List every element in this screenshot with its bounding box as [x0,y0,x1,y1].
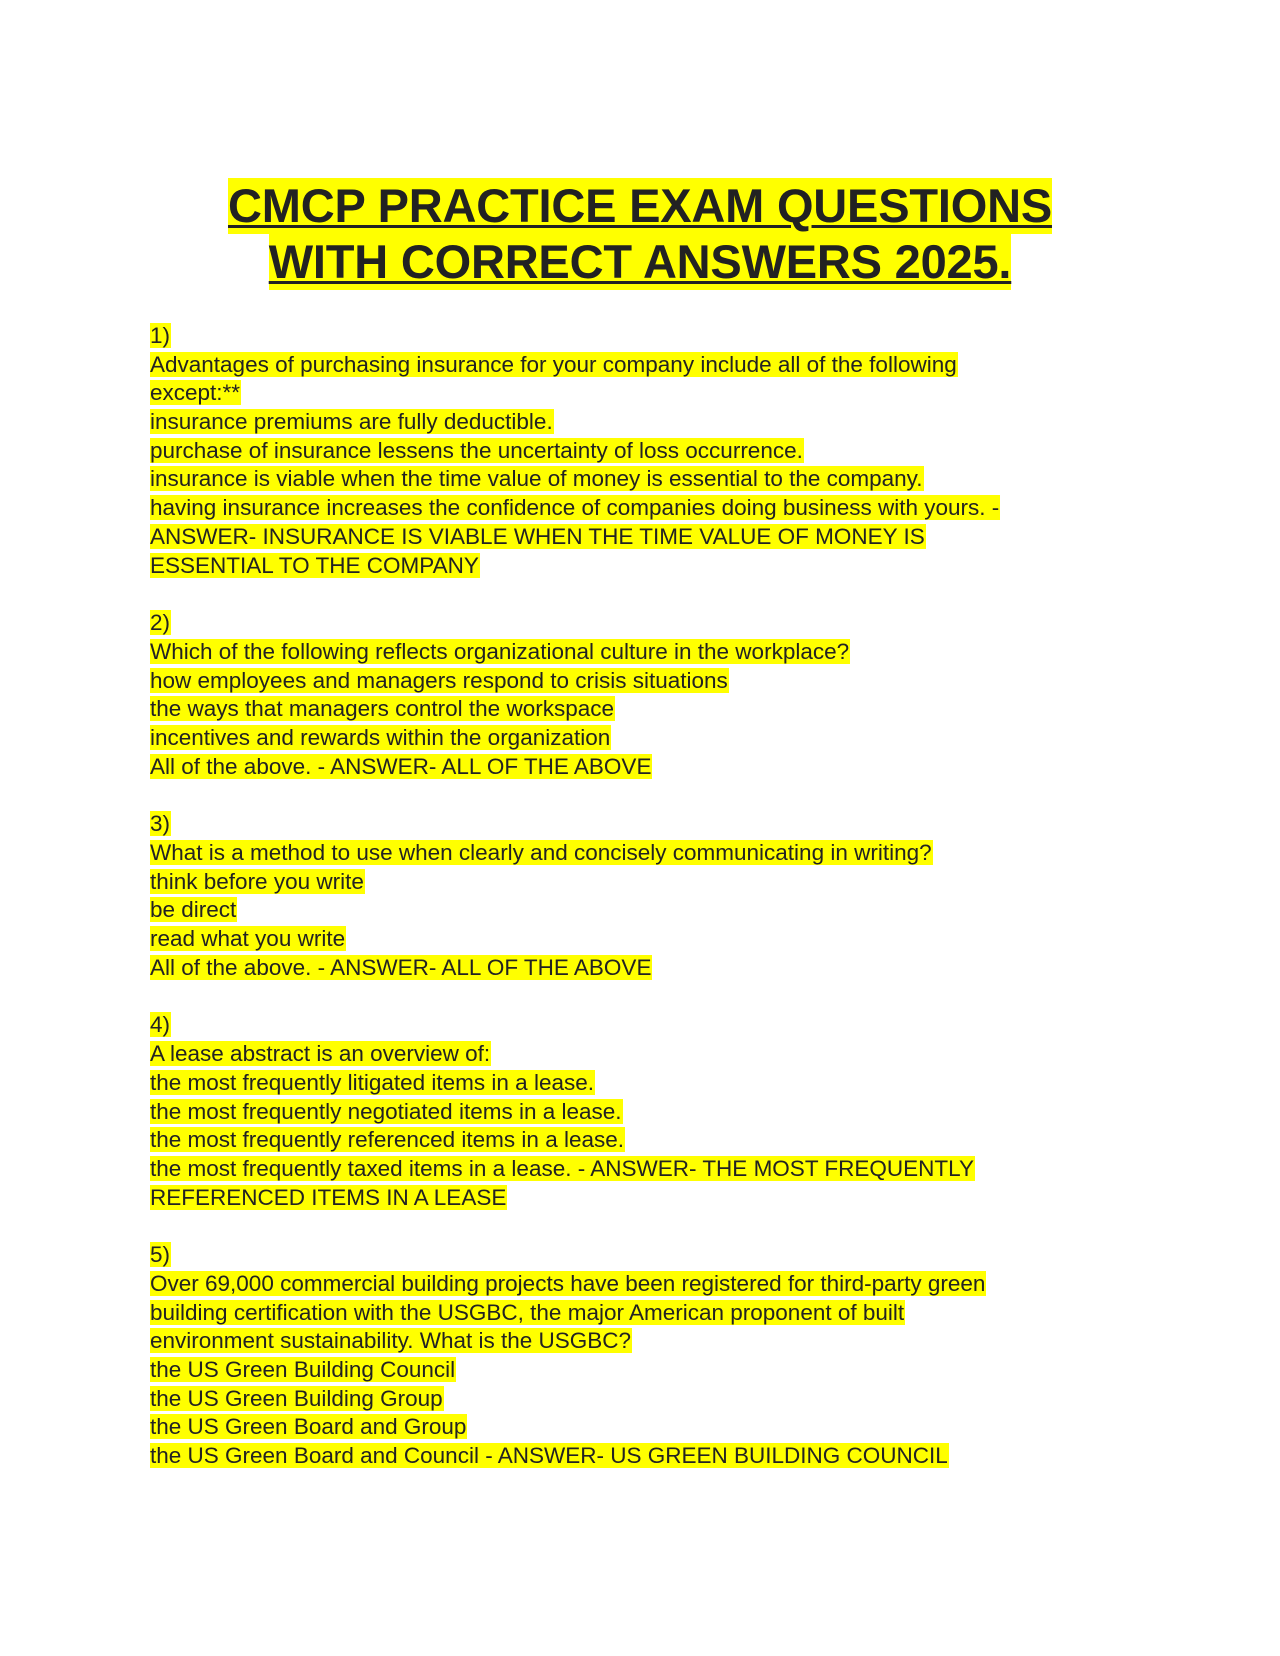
answer-option: purchase of insurance lessens the uncertainty of loss occurrence. [150,437,803,463]
answer-option: think before you write [150,868,364,894]
answer-option: incentives and rewards within the organization [150,724,611,750]
question-text: except:** [150,380,241,406]
question-number: 3) [150,811,171,837]
correct-answer: the US Green Board and Council - ANSWER- US GREEN BUILDING COUNCIL [150,1443,948,1469]
question-text: Over 69,000 commercial building projects have been registered for third-party green [150,1270,986,1296]
question-2 [150,609,1150,781]
answer-option: insurance is viable when the time value of money is essential to the company. [150,466,923,492]
answer-option: the most frequently referenced items in a lease. [150,1127,624,1153]
question-number: 1) [150,323,171,348]
question-text: environment sustainability. What is the USGBC? [150,1328,632,1354]
title-line-2: WITH CORRECT ANSWERS 2025. [268,235,1012,288]
answer-option: the US Green Building Group [150,1385,443,1411]
answer-option: the most frequently taxed items in a lease. - ANSWER- THE MOST FREQUENTLY [150,1155,975,1181]
question-text: A lease abstract is an overview of: [150,1041,491,1067]
answer-option: how employees and managers respond to crisis situations [150,667,728,693]
question-text: What is a method to use when clearly and concisely communicating in writing? [150,840,932,865]
question-number: 4) [150,1012,171,1038]
title-line-1: CMCP PRACTICE EXAM QUESTIONS [228,179,1052,232]
question-text: building certification with the USGBC, the major American proponent of built [150,1299,905,1325]
correct-answer: ESSENTIAL TO THE COMPANY [150,552,479,578]
correct-answer: All of the above. - ANSWER- ALL OF THE ABOVE [150,753,652,779]
answer-option: the ways that managers control the workspace [150,696,614,722]
question-3 [150,810,1150,982]
correct-answer: ANSWER- INSURANCE IS VIABLE WHEN THE TIME VALUE OF MONEY IS [150,523,925,549]
answer-option: the US Green Building Council [150,1357,456,1382]
answer-option: be direct [150,897,237,923]
questions-list [150,322,1150,1500]
answer-option: the most frequently litigated items in a lease. [150,1069,594,1095]
answer-option: insurance premiums are fully deductible. [150,409,553,435]
question-number: 5) [150,1242,171,1268]
question-text: Which of the following reflects organizational culture in the workplace? [150,638,850,664]
answer-option: the US Green Board and Group [150,1414,467,1440]
correct-answer: All of the above. - ANSWER- ALL OF THE ABOVE [150,954,652,980]
question-text: Advantages of purchasing insurance for your company include all of the following [150,351,957,377]
answer-option: having insurance increases the confidence of companies doing business with yours. - [150,495,1000,521]
page-title [150,178,1130,290]
question-1 [150,322,1150,580]
question-number: 2) [150,610,171,636]
answer-option: the most frequently negotiated items in a lease. [150,1098,622,1124]
correct-answer: REFERENCED ITEMS IN A LEASE [150,1184,507,1210]
question-4 [150,1011,1150,1212]
question-5 [150,1241,1150,1471]
answer-option: read what you write [150,926,346,952]
